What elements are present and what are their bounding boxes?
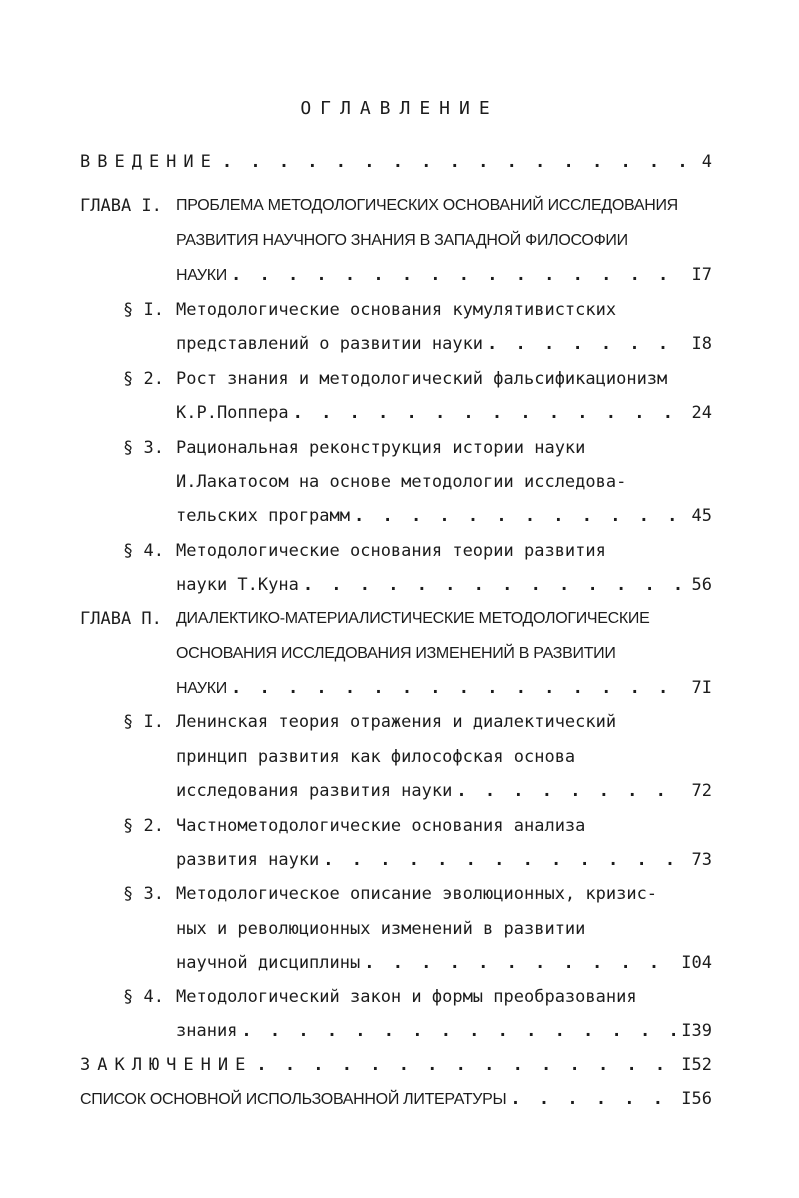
chapter-label: ГЛАВА П. [80, 609, 162, 629]
page-number: I56 [681, 1089, 712, 1109]
section-label: § 3. [123, 884, 164, 904]
entry-text: тельских программ [176, 506, 350, 526]
section-title-line: ных и революционных изменений в развитии [176, 919, 586, 939]
dot-leader [241, 1016, 675, 1046]
dot-leader [256, 1050, 675, 1080]
entry-text: науки Т.Куна [176, 575, 299, 595]
entry-text: научной дисциплины [176, 953, 361, 973]
entry-text: развития науки [176, 850, 320, 870]
toc-entry-intro [80, 147, 712, 177]
page-number: 73 [691, 850, 712, 870]
toc-entry-section [176, 948, 712, 978]
toc-entry-chapter1 [176, 260, 712, 290]
dot-leader [456, 776, 685, 806]
chapter-title-line: ДИАЛЕКТИКО-МАТЕРИАЛИСТИЧЕСКИЕ МЕТОДОЛОГИЧЕСКИЕ [176, 610, 650, 627]
dot-leader [487, 329, 685, 359]
section-title-line: Ленинская теория отражения и диалектический [176, 712, 617, 732]
entry-text: ЗАКЛЮЧЕНИЕ [80, 1055, 253, 1075]
page-number: 45 [691, 506, 712, 526]
page-number: 24 [691, 403, 712, 423]
dot-leader [364, 948, 675, 978]
section-label: § 2. [123, 369, 164, 389]
section-label: § 2. [123, 816, 164, 836]
dot-leader [510, 1084, 675, 1114]
section-label: § 4. [123, 541, 164, 561]
toc-entry-conclusion [80, 1050, 712, 1080]
toc-entry-section [176, 776, 712, 806]
page-number: 56 [691, 575, 712, 595]
entry-text: исследования развития науки [176, 781, 453, 801]
section-label: § I. [123, 300, 164, 320]
dot-leader [231, 673, 686, 703]
entry-text: НАУКИ [176, 680, 228, 697]
section-title-line: Рост знания и методологический фальсификационизм [176, 369, 668, 389]
entry-text: НАУКИ [176, 267, 228, 284]
section-title-line: Частнометодологические основания анализа [176, 816, 586, 836]
toc-entry-section [176, 398, 712, 428]
page-number: I8 [691, 334, 712, 354]
section-title-line: Методологические основания кумулятивистских [176, 300, 617, 320]
toc-entry-section [176, 570, 712, 600]
section-label: § 4. [123, 987, 164, 1007]
entry-text: знания [176, 1021, 238, 1041]
toc-entry-section [176, 329, 712, 359]
chapter-title-line: ОСНОВАНИЯ ИССЛЕДОВАНИЯ ИЗМЕНЕНИЙ В РАЗВИТИИ [176, 645, 616, 662]
toc-entry-chapter2 [176, 673, 712, 703]
toc-entry-section [176, 1016, 712, 1046]
page-number: 7I [691, 678, 712, 698]
toc-entry-section [176, 501, 712, 531]
entry-text: К.Р.Поппера [176, 403, 289, 423]
page-number: I52 [681, 1055, 712, 1075]
dot-leader [323, 845, 685, 875]
page-title: ОГЛАВЛЕНИЕ [300, 98, 499, 119]
dot-leader [222, 147, 696, 177]
chapter-title-line: РАЗВИТИЯ НАУЧНОГО ЗНАНИЯ В ЗАПАДНОЙ ФИЛОСОФИИ [176, 232, 628, 249]
page-number: I04 [681, 953, 712, 973]
page-number: 72 [691, 781, 712, 801]
dot-leader [231, 260, 686, 290]
chapter-label: ГЛАВА I. [80, 196, 162, 216]
page-number: 4 [701, 152, 712, 172]
dot-leader [303, 570, 686, 600]
entry-text: ВВЕДЕНИЕ [80, 152, 218, 172]
section-label: § I. [123, 712, 164, 732]
page-number: I7 [691, 265, 712, 285]
chapter-title-line: ПРОБЛЕМА МЕТОДОЛОГИЧЕСКИХ ОСНОВАНИЙ ИССЛЕДОВАНИЯ [176, 197, 678, 214]
dot-leader [354, 501, 686, 531]
section-label: § 3. [123, 438, 164, 458]
toc-entry-section [176, 845, 712, 875]
section-title-line: И.Лакатосом на основе методологии исследова- [176, 472, 627, 492]
section-title-line: Методологическое описание эволюционных, кризис- [176, 884, 658, 904]
section-title-line: Методологический закон и формы преобразования [176, 987, 637, 1007]
page-number: I39 [681, 1021, 712, 1041]
toc-entry-bibliography [80, 1084, 712, 1114]
section-title-line: Методологические основания теории развития [176, 541, 606, 561]
section-title-line: Рациональная реконструкция истории науки [176, 438, 586, 458]
section-title-line: принцип развития как философская основа [176, 747, 576, 767]
entry-text: представлений о развитии науки [176, 334, 484, 354]
entry-text: СПИСОК ОСНОВНОЙ ИСПОЛЬЗОВАННОЙ ЛИТЕРАТУРЫ [80, 1091, 507, 1108]
dot-leader [293, 398, 686, 428]
